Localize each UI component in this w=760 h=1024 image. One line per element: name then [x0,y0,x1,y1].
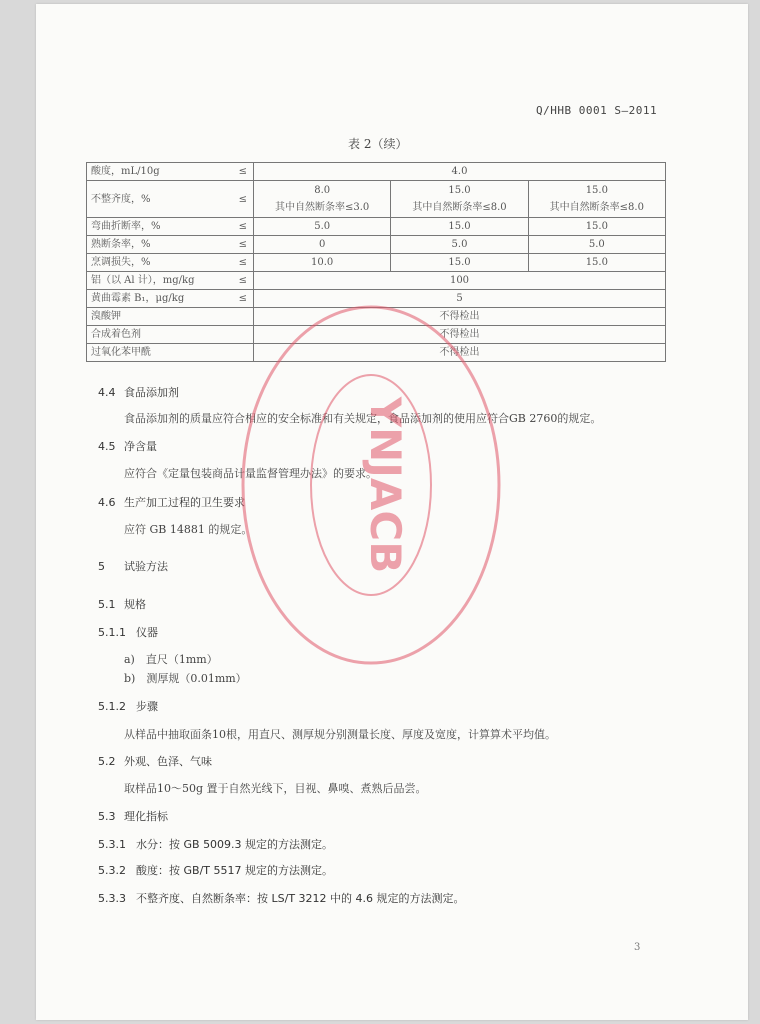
paragraph-4-5: 应符合《定量包装商品计量监督管理办法》的要求。 [124,467,377,480]
table-row: 烹调损失，% ≤ 10.0 15.0 15.0 [87,254,666,272]
section-5: 5 试验方法 [98,560,168,573]
section-5-3-1: 5.3.1 水分：按 GB 5009.3 规定的方法测定。 [98,838,334,851]
table-row: 铝（以 Al 计），mg/kg ≤ 100 [87,272,666,290]
section-4-5: 4.5 净含量 [98,440,157,453]
page-number: 3 [634,942,641,953]
table-title: 表 2（续） [348,137,408,151]
table-row: 合成着色剂 不得检出 [87,326,666,344]
section-5-3-3: 5.3.3 不整齐度、自然断条率：按 LS/T 3212 中的 4.6 规定的方法测定。 [98,892,465,905]
table-row: 黄曲霉素 B₁，μg/kg ≤ 5 [87,290,666,308]
document-code: Q/HHB 0001 S—2011 [536,104,658,117]
paragraph-5-2: 取样品10～50g 置于自然光线下，目视、鼻嗅、煮熟后品尝。 [124,782,427,795]
section-5-1: 5.1 规格 [98,598,146,611]
standards-table [86,162,666,362]
paragraph-5-1-2: 从样品中抽取面条10根，用直尺、测厚规分别测量长度、厚度及宽度，计算算术平均值。 [124,728,556,741]
table-row: 熟断条率，% ≤ 0 5.0 5.0 [87,236,666,254]
table-row: 过氧化苯甲酰 不得检出 [87,344,666,362]
table-row: 不整齐度，% ≤ 8.0 其中自然断条率≤3.0 15.0 其中自然断条率≤8.0 15.0 其中自然断条率≤8.0 [87,181,666,218]
section-5-3-2: 5.3.2 酸度：按 GB/T 5517 规定的方法测定。 [98,864,333,877]
table-row: 酸度，mL/10g ≤ 4.0 [87,163,666,181]
section-5-1-1: 5.1.1 仪器 [98,626,158,639]
table-row: 弯曲折断率，% ≤ 5.0 15.0 15.0 [87,218,666,236]
section-4-4: 4.4 食品添加剂 [98,386,179,399]
stamp-text: YNJACB [361,396,410,574]
list-item-a: a) 直尺（1mm） [124,653,218,666]
paragraph-4-6: 应符 GB 14881 的规定。 [124,523,253,536]
list-item-b: b) 测厚规（0.01mm） [124,672,247,685]
section-4-6: 4.6 生产加工过程的卫生要求 [98,496,245,509]
section-5-2: 5.2 外观、色泽、气味 [98,755,212,768]
section-5-1-2: 5.1.2 步骤 [98,700,158,713]
paragraph-4-4: 食品添加剂的质量应符合相应的安全标准和有关规定，食品添加剂的使用应符合GB 2760的规定。 [124,412,602,425]
section-5-3: 5.3 理化指标 [98,810,168,823]
table-row: 溴酸钾 不得检出 [87,308,666,326]
